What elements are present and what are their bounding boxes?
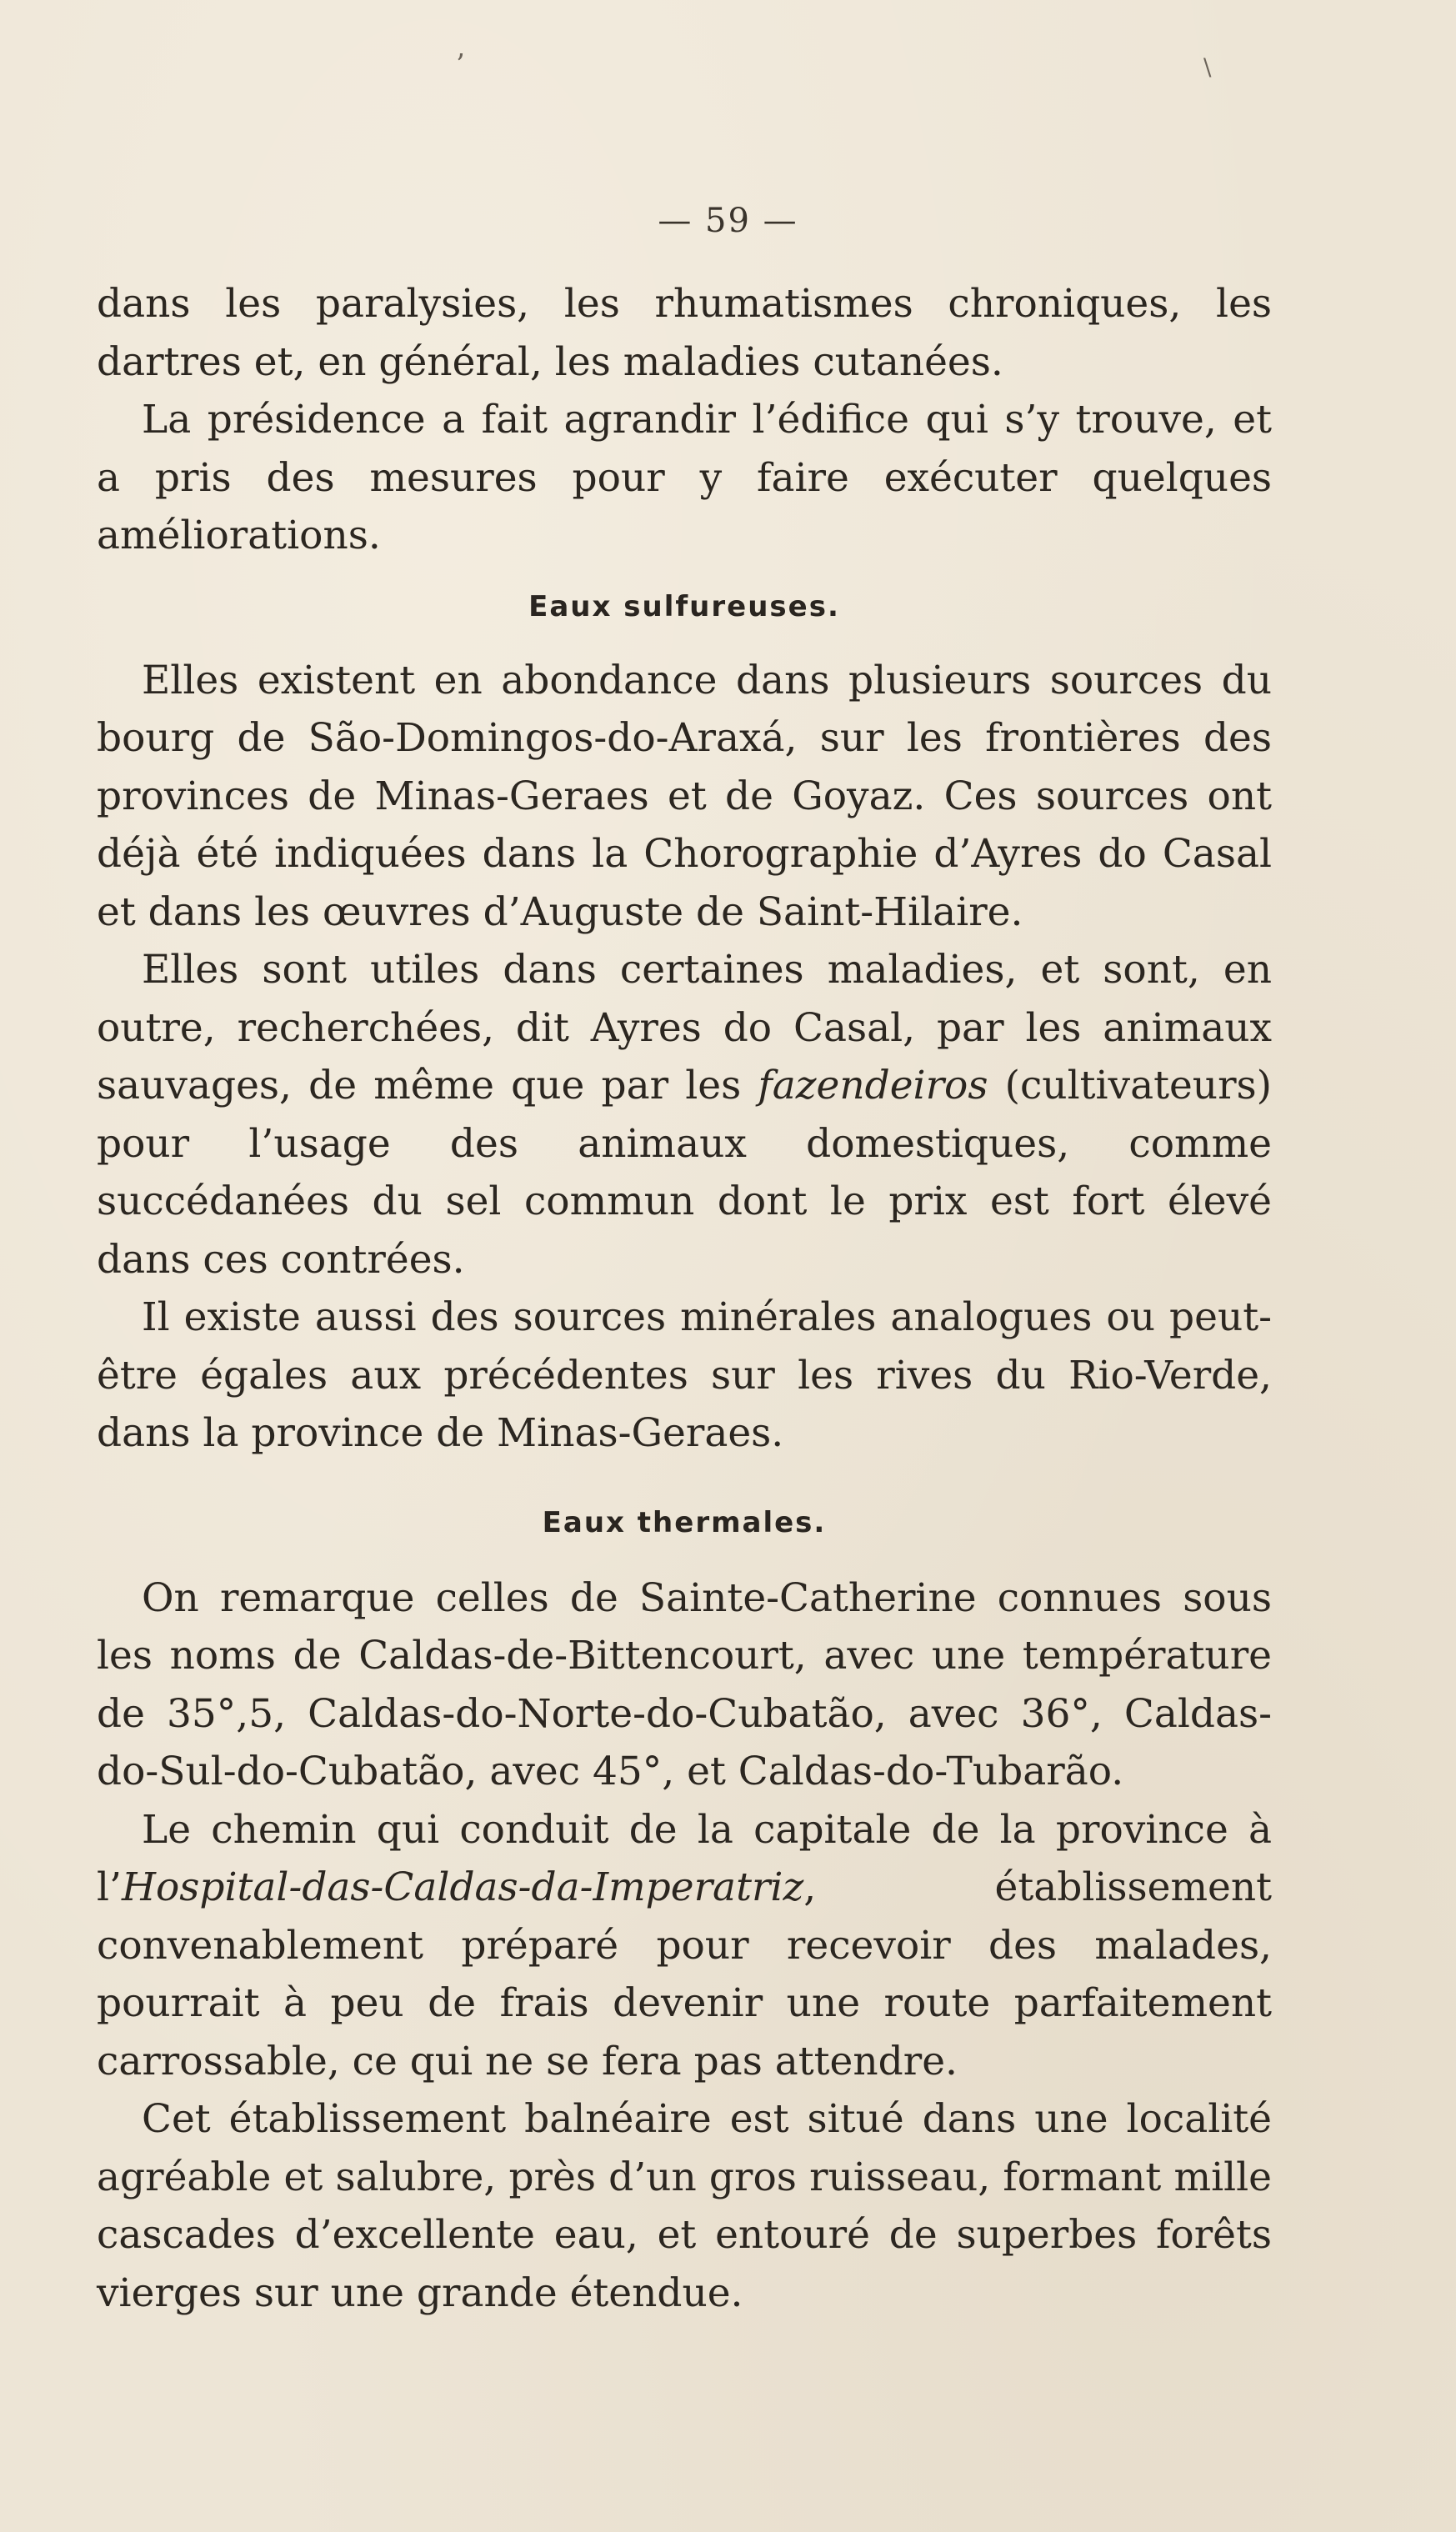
text-run: Elles sont utiles dans certaines maladies, et sont, en outre, recherchées, dit Ayres do Casal, par les animaux sauvages, de même que par les bbox=[97, 947, 1272, 1108]
text-run: (cultivateurs) pour l’usage des animaux domestiques, comme succédanées du sel commun dont le prix est fort élevé dans ces contrées. bbox=[97, 1063, 1272, 1283]
text-run: , établissement convenablement préparé pour recevoir des malades, pourrait à peu de frais devenir une route parfaitement carrossable, ce qui ne se fera pas attendre. bbox=[97, 1864, 1272, 2084]
italic-term: fazendeiros bbox=[758, 1063, 988, 1108]
paragraph-presidence: La présidence a fait agrandir l’édifice qui s’y trouve, et a pris des mesures pour y faire exécuter quelques améliorations. bbox=[97, 397, 1272, 558]
paragraph-thermales-1: On remarque celles de Sainte-Catherine connues sous les noms de Caldas-de-Bittencourt, avec une température de 35°,5, Caldas-do-Norte-do-Cubatão, avec 36°, Caldas-do-Sul-do-Cubatão, avec 45°, et Caldas-do-Tubarão. bbox=[97, 1574, 1272, 1794]
text-run: Le chemin qui conduit de la capitale de la province à l’ bbox=[97, 1806, 1272, 1910]
paragraph-thermales-3: Cet établissement balnéaire est situé dans une localité agréable et salubre, près d’un gros ruisseau, formant mille cascades d’excellente eau, et entouré de superbes forêts vierges sur une grande étendue. bbox=[97, 2096, 1272, 2316]
paragraph-sulfureuses-3: Il existe aussi des sources minérales analogues ou peut-être égales aux précédentes sur les rives du Rio-Verde, dans la province de Minas-Geraes. bbox=[97, 1294, 1272, 1456]
section-heading-thermales: Eaux thermales. bbox=[542, 1505, 827, 1539]
paragraph-continuation: dans les paralysies, les rhumatismes chroniques, les dartres et, en général, les maladies cutanées. bbox=[97, 281, 1272, 385]
italic-term: Hospital-das-Caldas-da-Imperatriz bbox=[121, 1864, 804, 1910]
paragraph-sulfureuses-1: Elles existent en abondance dans plusieurs sources du bourg de São-Domingos-do-Araxá, sur les frontières des provinces de Minas-Geraes et de Goyaz. Ces sources ont déjà été indiquées dans la Chorographie d’Ayres do Casal et dans les œuvres d’Auguste de Saint-Hilaire. bbox=[97, 657, 1272, 935]
ink-speck-right: \ bbox=[1203, 53, 1212, 81]
page-number: — 59 — bbox=[658, 202, 798, 240]
section-heading-sulfureuses: Eaux sulfureuses. bbox=[528, 589, 840, 623]
paragraph-thermales-2 bbox=[97, 1801, 1272, 2091]
paragraph-sulfureuses-2 bbox=[97, 941, 1272, 1289]
ink-speck: ʼ bbox=[455, 48, 464, 82]
page-text bbox=[97, 275, 1272, 2322]
